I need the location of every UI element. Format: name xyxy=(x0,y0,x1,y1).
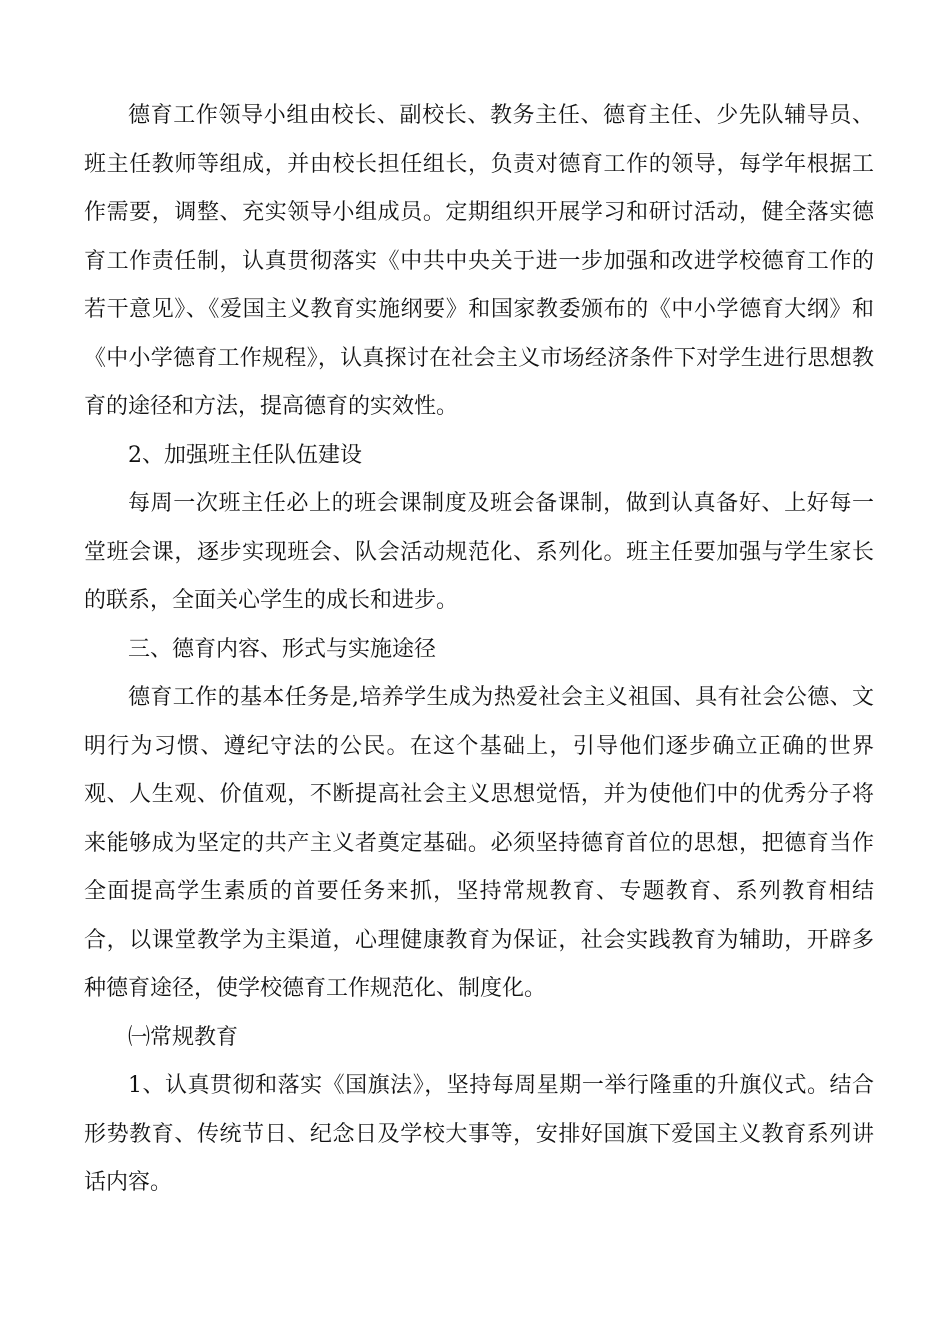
heading-class-teacher-team: 2、加强班主任队伍建设 xyxy=(128,442,362,468)
paragraph-leadership-group: 德育工作领导小组由校长、副校长、教务主任、德育主任、少先队辅导员、班主任教师等组成，并由校长担任组长，负责对德育工作的领导，每学年根据工作需要，调整、充实领导小组成员。定期组织开展学习和研讨活动，健全落实德育工作责任制，认真贯彻落实《中共中央关于进一步加强和改进学校德育工作的若干意见》、《爱国主义教育实施纲要》和国家教委颁布的《中小学德育大纲》和《中小学德育工作规程》，认真探讨在社会主义市场经济条件下对学生进行思想教育的途径和方法，提高德育的实效性。 xyxy=(84,103,874,419)
paragraph-class-meeting: 每周一次班主任必上的班会课制度及班会备课制，做到认真备好、上好每一堂班会课，逐步实现班会、队会活动规范化、系列化。班主任要加强与学生家长的联系，全面关心学生的成长和进步。 xyxy=(84,491,874,613)
document-page xyxy=(84,92,874,1208)
paragraph-basic-task: 德育工作的基本任务是,培养学生成为热爱社会主义祖国、具有社会公德、文明行为习惯、遵纪守法的公民。在这个基础上，引导他们逐步确立正确的世界观、人生观、价值观，不断提高社会主义思想觉悟，并为使他们中的优秀分子将来能够成为坚定的共产主义者奠定基础。必须坚持德育首位的思想，把德育当作全面提高学生素质的首要任务来抓，坚持常规教育、专题教育、系列教育相结合，以课堂教学为主渠道，心理健康教育为保证，社会实践教育为辅助，开辟多种德育途径，使学校德育工作规范化、制度化。 xyxy=(84,685,874,1001)
paragraph-flag-law: 1、认真贯彻和落实《国旗法》，坚持每周星期一举行隆重的升旗仪式。结合形势教育、传统节日、纪念日及学校大事等，安排好国旗下爱国主义教育系列讲话内容。 xyxy=(84,1073,874,1195)
heading-routine-education: ㈠常规教育 xyxy=(128,1024,239,1050)
heading-section-three: 三、德育内容、形式与实施途径 xyxy=(128,636,437,662)
